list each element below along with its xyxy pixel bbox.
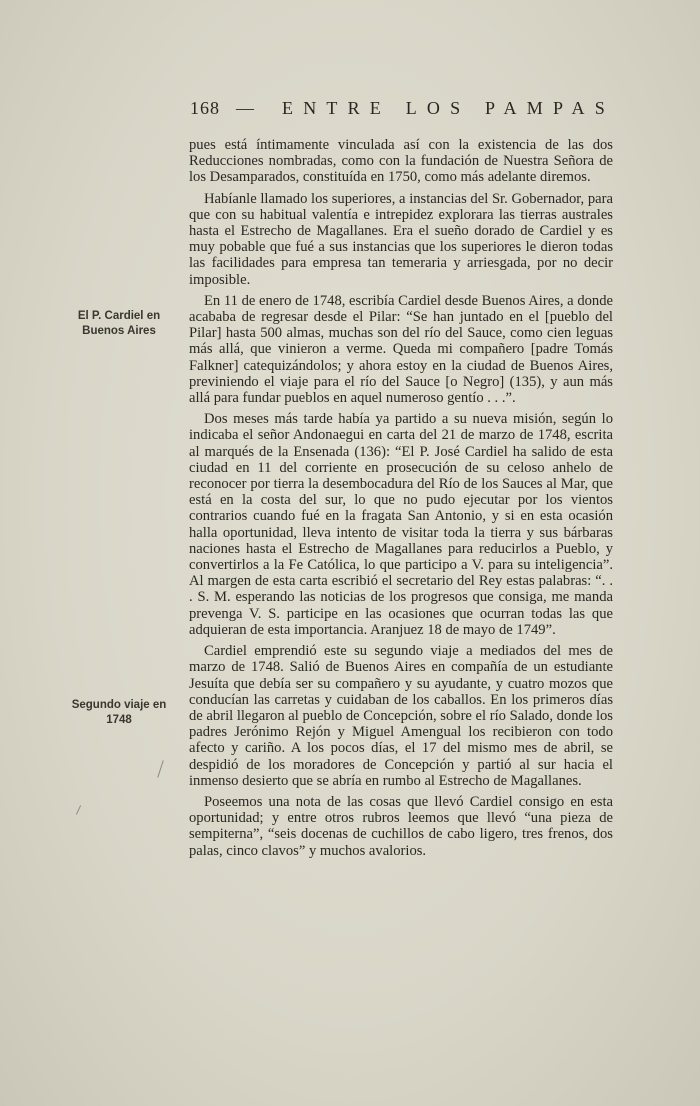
paragraph: En 11 de enero de 1748, escribía Cardiel desde Buenos Aires, a donde acababa de regresar desde el Pilar: “Se han juntado en el [pueblo del Pilar] hasta 500 almas, muchas son del río del Sauce, como cien leguas más allá, que vinieron a verme. Queda mi compañero [padre Tomás Falkner] catequizándolos; y ahora estoy en la ciudad de Buenos Aires, previniendo el viaje para el río del Sauce [o Negro] (135), y aun más allá para fundar pueblos en aquel numeroso gentío . . .”. (189, 292, 613, 407)
paragraph: Poseemos una nota de las cosas que llevó Cardiel consigo en esta oportunidad; y entre otros rubros leemos que llevó “una pieza de sempiterna”, “seis docenas de cuchillos de cabo ligero, tres frenos, dos palas, cinco clavos” y muchos avalorios. (189, 793, 613, 859)
margin-note-segundo-viaje: Segundo viaje en 1748 (71, 699, 167, 726)
header-dash: — (236, 98, 255, 118)
pencil-mark (157, 760, 164, 777)
running-header (190, 98, 620, 122)
paragraph: Dos meses más tarde había ya partido a su nueva misión, según lo indicaba el señor Andonaegui en carta del 21 de marzo de 1748, escrita al marqués de la Ensenada (136): “El P. José Cardiel ha salido de esta ciudad en 11 del corriente en prosecución de su celoso anhelo de reconocer por tierra la desembocadura del Río de los Sauces al Mar, que está en la costa del sur, lo que no pudo ejecutar por los vientos contrarios cuando fué en la fragata San Antonio, y si en esta ocasión halla oportunidad, lleva intento de visitar toda la tierra y sus bárbaras naciones hasta el Estrecho de Magallanes para reducirlos a Pueblo, y convertirlos a la Fe Católica, lo que participo a V. para su inteligencia”. Al margen de esta carta escribió el secretario del Rey estas palabras: “. . . S. M. esperando las noticias de los progresos que consiga, me manda prevenga V. S. participe en las ocasiones que ocurran todas las que adquieran de esta importancia. Aranjuez 18 de mayo de 1749”. (189, 411, 613, 638)
paragraph: Habíanle llamado los superiores, a instancias del Sr. Gobernador, para que con su habitual valentía e intrepidez explorara las tierras australes hasta el Estrecho de Magallanes. Era el sueño dorado de Cardiel y es muy pobable que fué a sus instancias que los superiores le dieron todas las facilidades para empresa tan temeraria y arriesgada, por no decir imposible. (189, 190, 613, 288)
page-number: 168 (190, 98, 220, 118)
body-text (189, 137, 613, 864)
running-title: ENTRE LOS PAMPAS (282, 98, 615, 118)
paragraph: Cardiel emprendió este su segundo viaje a mediados del mes de marzo de 1748. Salió de Buenos Aires en compañía de un estudiante Jesuíta que debía ser su compañero y su ayudante, y cuatro mozos que conducían las carretas y cuidaban de los caballos. En los primeros días de abril llegaron al pueblo de Concepción, sobre el río Salado, donde los padres Jerónimo Rejón y Miguel Amengual los recibieron con todo afecto y cariño. A los pocos días, el 17 del mismo mes de abril, se despidió de los moradores de Concepción y partió al sur hacia el inmenso desierto que se abría en rumbo al Estrecho de Magallanes. (189, 643, 613, 789)
paragraph: pues está íntimamente vinculada así con la existencia de las dos Reducciones nombradas, como con la fundación de Nuestra Señora de los Desamparados, constituída en 1750, como más adelante diremos. (189, 137, 613, 186)
pencil-mark (76, 805, 81, 814)
margin-note-cardiel-buenos-aires: El P. Cardiel en Buenos Aires (77, 310, 161, 337)
